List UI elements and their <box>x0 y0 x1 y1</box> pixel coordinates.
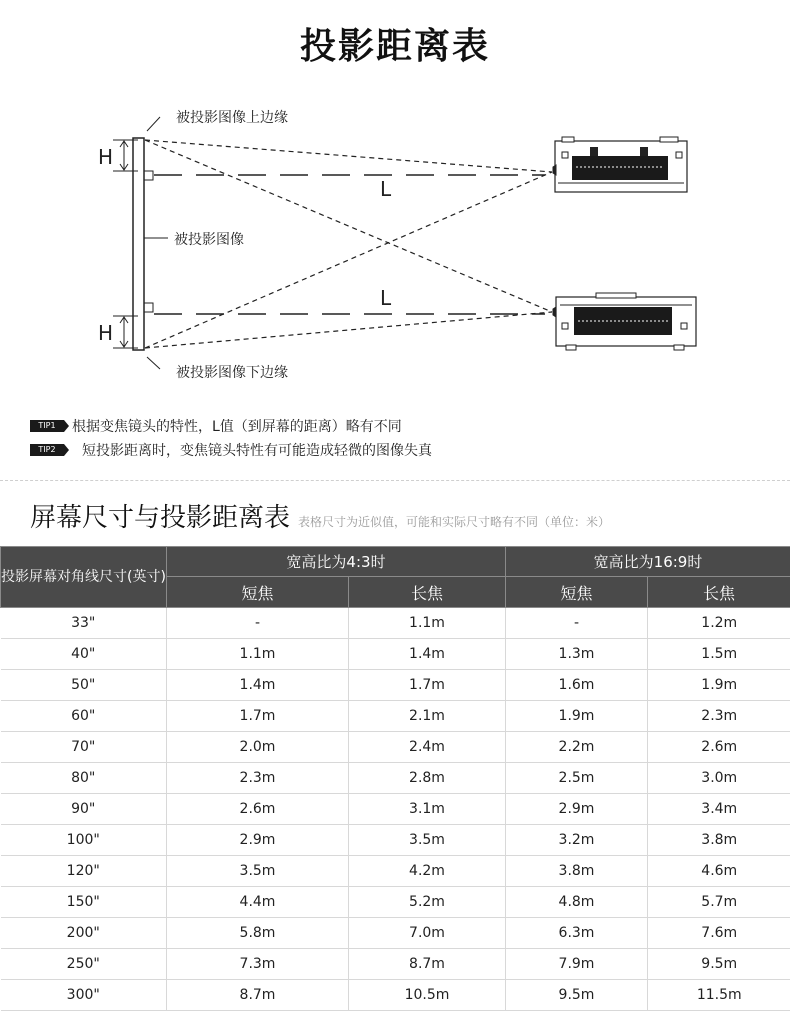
header-long-4-3: 长焦 <box>349 577 506 608</box>
cell-long-4-3: 2.1m <box>349 701 506 732</box>
section-note: 表格尺寸为近似值，可能和实际尺寸略有不同（单位：米） <box>298 515 611 529</box>
table-row <box>1 856 790 887</box>
cell-screen-size: 80" <box>1 763 167 794</box>
label-l-top: L <box>380 177 392 201</box>
cell-short-16-9: 1.6m <box>506 670 648 701</box>
cell-long-4-3: 1.7m <box>349 670 506 701</box>
cell-short-16-9: 9.5m <box>506 980 648 1011</box>
label-top-edge: 被投影图像上边缘 <box>176 110 288 126</box>
cell-long-4-3: 1.1m <box>349 608 506 639</box>
cell-long-4-3: 2.8m <box>349 763 506 794</box>
header-screen-size: 投影屏幕对角线尺寸(英寸) <box>1 547 167 608</box>
cell-long-4-3: 3.5m <box>349 825 506 856</box>
cell-short-16-9: 6.3m <box>506 918 648 949</box>
tip-text: 根据变焦镜头的特性，L值（到屏幕的距离）略有不同 <box>72 419 402 435</box>
header-long-16-9: 长焦 <box>648 577 790 608</box>
screen <box>133 138 144 350</box>
cell-screen-size: 40" <box>1 639 167 670</box>
tip-2 <box>30 438 770 462</box>
cell-screen-size: 33" <box>1 608 167 639</box>
cell-long-4-3: 3.1m <box>349 794 506 825</box>
tip-1 <box>30 414 770 438</box>
cell-short-4-3: 1.1m <box>167 639 349 670</box>
cell-long-16-9: 1.2m <box>648 608 790 639</box>
tip-badge: TIP1 <box>30 420 64 432</box>
cell-short-4-3: 2.9m <box>167 825 349 856</box>
cell-short-16-9: 3.2m <box>506 825 648 856</box>
table-row <box>1 608 790 639</box>
cell-long-16-9: 9.5m <box>648 949 790 980</box>
label-image: 被投影图像 <box>174 232 244 248</box>
table-row <box>1 639 790 670</box>
cell-short-4-3: 5.8m <box>167 918 349 949</box>
table-row <box>1 763 790 794</box>
header-group-16-9: 宽高比为16:9时 <box>506 547 790 577</box>
cell-screen-size: 60" <box>1 701 167 732</box>
label-h-top: H <box>98 145 114 169</box>
cell-long-16-9: 4.6m <box>648 856 790 887</box>
cell-short-16-9: 2.9m <box>506 794 648 825</box>
table-row <box>1 949 790 980</box>
cell-long-16-9: 1.9m <box>648 670 790 701</box>
cell-short-16-9: 1.3m <box>506 639 648 670</box>
page-title: 投影距离表 <box>299 26 490 67</box>
cell-short-16-9: 1.9m <box>506 701 648 732</box>
section-title: 屏幕尺寸与投影距离表 <box>30 503 291 533</box>
cell-screen-size: 50" <box>1 670 167 701</box>
cell-long-16-9: 2.6m <box>648 732 790 763</box>
cell-short-16-9: 7.9m <box>506 949 648 980</box>
cell-long-16-9: 3.8m <box>648 825 790 856</box>
cell-short-16-9: 4.8m <box>506 887 648 918</box>
cell-short-4-3: 1.7m <box>167 701 349 732</box>
cell-long-4-3: 10.5m <box>349 980 506 1011</box>
table-row <box>1 887 790 918</box>
cell-long-16-9: 7.6m <box>648 918 790 949</box>
projector-top <box>553 137 687 192</box>
header-short-16-9: 短焦 <box>506 577 648 608</box>
header-group-4-3: 宽高比为4:3时 <box>167 547 506 577</box>
cell-screen-size: 90" <box>1 794 167 825</box>
cell-short-4-3: 4.4m <box>167 887 349 918</box>
cell-screen-size: 200" <box>1 918 167 949</box>
cell-short-16-9: 2.2m <box>506 732 648 763</box>
cell-short-4-3: 1.4m <box>167 670 349 701</box>
table-row <box>1 701 790 732</box>
cell-short-4-3: 2.3m <box>167 763 349 794</box>
cell-long-16-9: 5.7m <box>648 887 790 918</box>
cell-short-16-9: 3.8m <box>506 856 648 887</box>
cell-short-4-3: 8.7m <box>167 980 349 1011</box>
cell-short-4-3: 2.6m <box>167 794 349 825</box>
divider <box>0 480 790 481</box>
cell-long-4-3: 8.7m <box>349 949 506 980</box>
cell-short-4-3: 2.0m <box>167 732 349 763</box>
cell-screen-size: 150" <box>1 887 167 918</box>
cell-long-16-9: 11.5m <box>648 980 790 1011</box>
section-header <box>30 497 610 534</box>
cell-long-16-9: 3.0m <box>648 763 790 794</box>
tip-text: 短投影距离时，变焦镜头特性有可能造成轻微的图像失真 <box>82 443 432 459</box>
label-bottom-edge: 被投影图像下边缘 <box>176 365 288 381</box>
cell-long-4-3: 2.4m <box>349 732 506 763</box>
projector-bottom <box>553 293 696 350</box>
table-row <box>1 670 790 701</box>
cell-long-4-3: 5.2m <box>349 887 506 918</box>
cell-screen-size: 300" <box>1 980 167 1011</box>
cell-short-16-9: 2.5m <box>506 763 648 794</box>
table-row <box>1 794 790 825</box>
cell-short-16-9: - <box>506 608 648 639</box>
cell-long-4-3: 7.0m <box>349 918 506 949</box>
cell-long-4-3: 1.4m <box>349 639 506 670</box>
cell-long-4-3: 4.2m <box>349 856 506 887</box>
table-row <box>1 980 790 1011</box>
cell-screen-size: 250" <box>1 949 167 980</box>
cell-screen-size: 70" <box>1 732 167 763</box>
projection-diagram <box>0 95 790 405</box>
cell-long-16-9: 3.4m <box>648 794 790 825</box>
label-l-bottom: L <box>380 286 392 310</box>
cell-long-16-9: 1.5m <box>648 639 790 670</box>
tip-badge: TIP2 <box>30 444 64 456</box>
cell-screen-size: 100" <box>1 825 167 856</box>
table-row <box>1 918 790 949</box>
cell-short-4-3: - <box>167 608 349 639</box>
table-row <box>1 732 790 763</box>
cell-screen-size: 120" <box>1 856 167 887</box>
label-h-bottom: H <box>98 321 114 345</box>
cell-short-4-3: 3.5m <box>167 856 349 887</box>
cell-short-4-3: 7.3m <box>167 949 349 980</box>
header-short-4-3: 短焦 <box>167 577 349 608</box>
tips-list <box>30 414 770 462</box>
cell-long-16-9: 2.3m <box>648 701 790 732</box>
table-row <box>1 825 790 856</box>
distance-table <box>0 546 790 1011</box>
